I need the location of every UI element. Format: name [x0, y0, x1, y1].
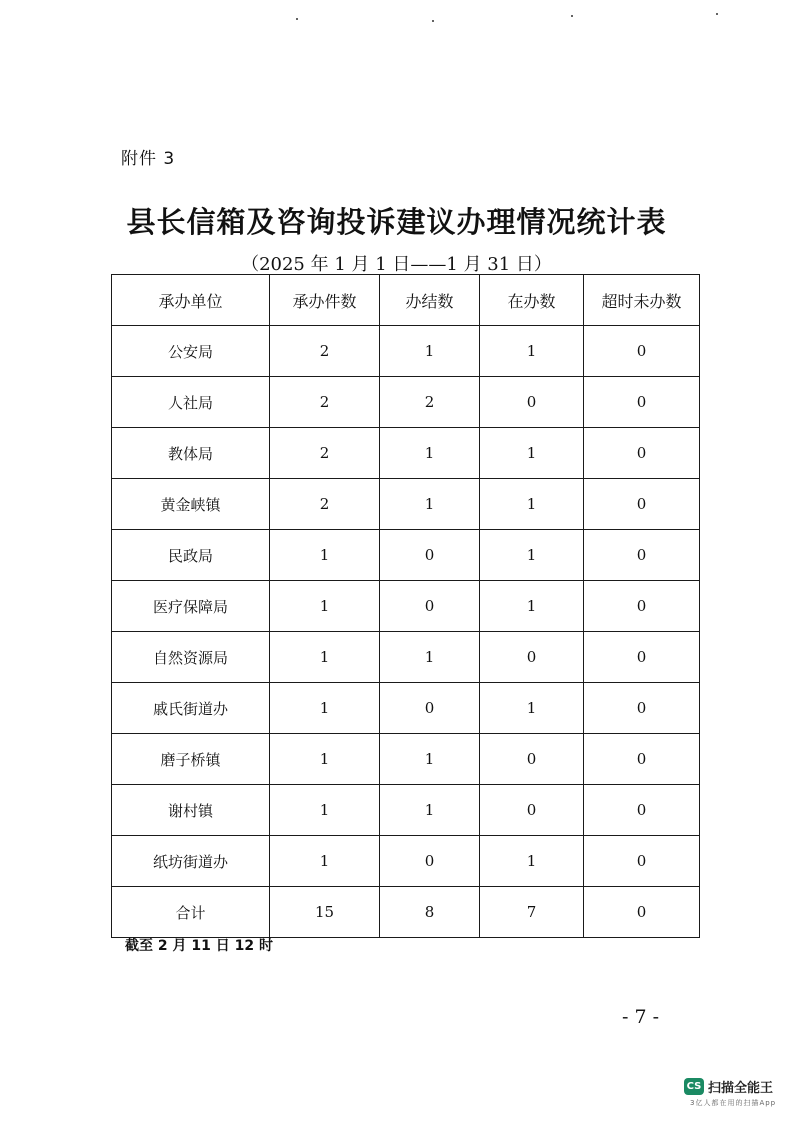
cell-unit: 教体局: [112, 428, 270, 479]
cell-completed: 1: [380, 734, 480, 785]
table-row: [112, 683, 700, 734]
table-row: [112, 479, 700, 530]
cell-in-progress: 1: [480, 428, 584, 479]
cell-unit: 戚氏街道办: [112, 683, 270, 734]
cell-unit: 医疗保障局: [112, 581, 270, 632]
cell-in-progress: 1: [480, 683, 584, 734]
cell-overdue: 0: [584, 734, 700, 785]
cell-completed: 0: [380, 581, 480, 632]
cell-completed: 1: [380, 632, 480, 683]
cell-in-progress: 1: [480, 326, 584, 377]
cell-overdue: 0: [584, 530, 700, 581]
table-row: [112, 326, 700, 377]
cell-unit: 磨子桥镇: [112, 734, 270, 785]
scanner-watermark-slogan: 3亿人都在用的扫描App: [690, 1099, 777, 1107]
cell-assigned: 2: [270, 428, 380, 479]
cell-completed: 0: [380, 836, 480, 887]
table-row: [112, 581, 700, 632]
cell-in-progress: 0: [480, 632, 584, 683]
cell-assigned: 1: [270, 785, 380, 836]
cell-in-progress: 1: [480, 530, 584, 581]
col-header-in-progress: 在办数: [480, 275, 584, 326]
cell-overdue: 0: [584, 428, 700, 479]
table-row: [112, 734, 700, 785]
table-row: [112, 530, 700, 581]
col-header-overdue: 超时未办数: [584, 275, 700, 326]
cell-overdue: 0: [584, 785, 700, 836]
cell-overdue: 0: [584, 581, 700, 632]
cell-assigned: 1: [270, 836, 380, 887]
date-range: （2025 年 1 月 1 日——1 月 31 日）: [241, 254, 552, 275]
cell-completed: 2: [380, 377, 480, 428]
col-header-assigned: 承办件数: [270, 275, 380, 326]
table-body: [112, 326, 700, 938]
cell-assigned: 2: [270, 479, 380, 530]
table-row: [112, 428, 700, 479]
cell-completed: 1: [380, 479, 480, 530]
cell-completed: 1: [380, 428, 480, 479]
table-row: [112, 785, 700, 836]
cell-assigned: 2: [270, 377, 380, 428]
camscanner-logo-icon: CS: [684, 1078, 704, 1095]
cell-completed: 1: [380, 326, 480, 377]
page-number: - 7 -: [622, 1006, 660, 1028]
col-header-completed: 办结数: [380, 275, 480, 326]
cell-unit: 纸坊街道办: [112, 836, 270, 887]
cell-in-progress: 0: [480, 785, 584, 836]
cell-assigned: 1: [270, 632, 380, 683]
cell-completed: 0: [380, 530, 480, 581]
cell-overdue: 0: [584, 377, 700, 428]
table-total-row: [112, 887, 700, 938]
cell-overdue: 0: [584, 479, 700, 530]
cell-in-progress: 1: [480, 479, 584, 530]
cell-in-progress: 1: [480, 581, 584, 632]
table-row: [112, 632, 700, 683]
attachment-label: 附件 3: [121, 149, 176, 169]
cell-in-progress: 0: [480, 377, 584, 428]
cell-assigned: 1: [270, 734, 380, 785]
cell-overdue: 0: [584, 887, 700, 938]
col-header-unit: 承办单位: [112, 275, 270, 326]
cell-unit: 自然资源局: [112, 632, 270, 683]
cell-completed: 1: [380, 785, 480, 836]
cell-assigned: 2: [270, 326, 380, 377]
cell-unit: 谢村镇: [112, 785, 270, 836]
cutoff-note: 截至 2 月 11 日 12 时: [125, 938, 273, 954]
cell-overdue: 0: [584, 326, 700, 377]
page-title: 县长信箱及咨询投诉建议办理情况统计表: [126, 205, 667, 239]
cell-assigned: 1: [270, 530, 380, 581]
cell-completed: 0: [380, 683, 480, 734]
table-header-row: [112, 275, 700, 326]
scan-speck: [432, 20, 434, 22]
cell-unit: 黄金峡镇: [112, 479, 270, 530]
table-row: [112, 836, 700, 887]
cell-unit: 合计: [112, 887, 270, 938]
cell-unit: 民政局: [112, 530, 270, 581]
cell-assigned: 1: [270, 683, 380, 734]
scan-speck: [296, 18, 298, 20]
cell-unit: 公安局: [112, 326, 270, 377]
table-row: [112, 377, 700, 428]
scanner-watermark-name: 扫描全能王: [708, 1081, 774, 1096]
cell-overdue: 0: [584, 683, 700, 734]
statistics-table: [111, 274, 700, 938]
cell-assigned: 15: [270, 887, 380, 938]
scan-speck: [571, 15, 573, 17]
cell-in-progress: 0: [480, 734, 584, 785]
cell-in-progress: 7: [480, 887, 584, 938]
cell-assigned: 1: [270, 581, 380, 632]
cell-overdue: 0: [584, 632, 700, 683]
scan-speck: [716, 13, 718, 15]
cell-overdue: 0: [584, 836, 700, 887]
cell-in-progress: 1: [480, 836, 584, 887]
cell-completed: 8: [380, 887, 480, 938]
cell-unit: 人社局: [112, 377, 270, 428]
